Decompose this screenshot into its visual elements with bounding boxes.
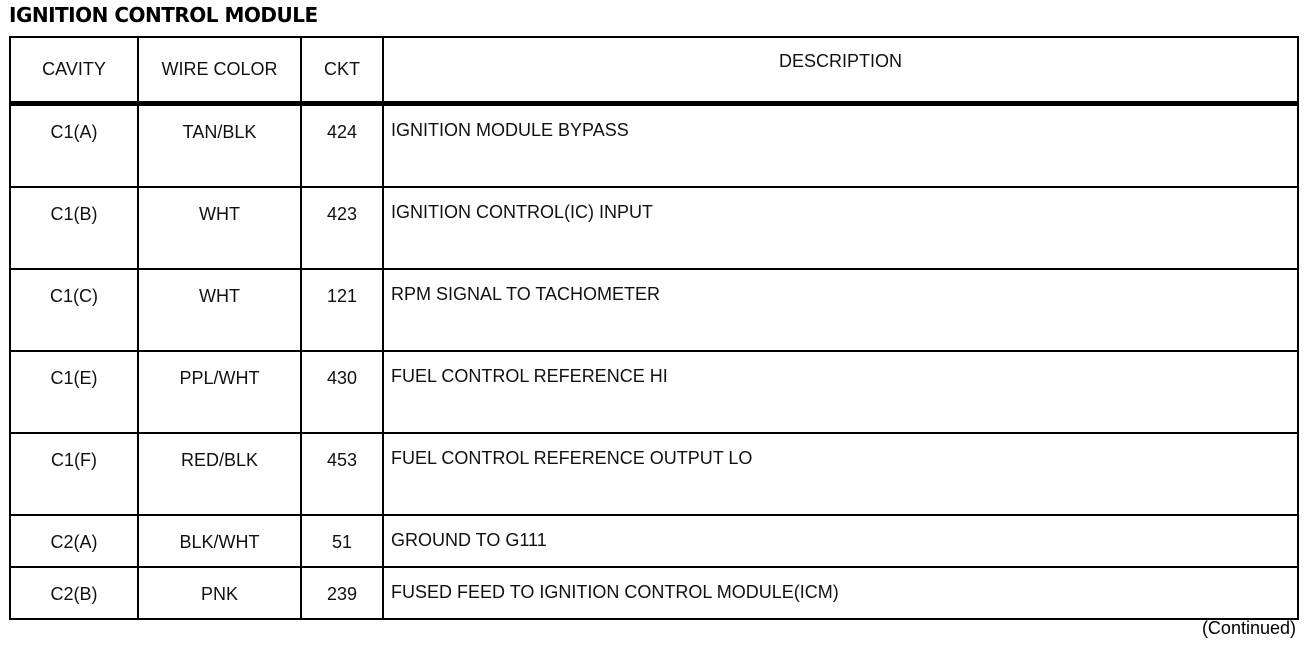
table-row — [10, 567, 1298, 619]
wire-color-cell: WHT — [138, 187, 301, 269]
ckt-cell: 430 — [301, 351, 383, 433]
table-header-row — [10, 37, 1298, 104]
ckt-cell: 424 — [301, 104, 383, 188]
description-cell: FUEL CONTROL REFERENCE HI — [383, 351, 1298, 433]
cavity-cell: C2(B) — [10, 567, 138, 619]
cavity-cell: C1(E) — [10, 351, 138, 433]
description-cell: IGNITION CONTROL(IC) INPUT — [383, 187, 1298, 269]
wire-color-cell: PPL/WHT — [138, 351, 301, 433]
ckt-cell: 121 — [301, 269, 383, 351]
ckt-cell: 51 — [301, 515, 383, 567]
ckt-cell: 453 — [301, 433, 383, 515]
description-cell: FUSED FEED TO IGNITION CONTROL MODULE(ICM) — [383, 567, 1298, 619]
description-cell: IGNITION MODULE BYPASS — [383, 104, 1298, 188]
continued-note: (Continued) — [1201, 618, 1296, 638]
table-row — [10, 515, 1298, 567]
page-title: IGNITION CONTROL MODULE — [9, 3, 318, 27]
connector-pinout-table — [9, 36, 1299, 620]
description-cell: FUEL CONTROL REFERENCE OUTPUT LO — [383, 433, 1298, 515]
column-header-cavity: CAVITY — [10, 37, 138, 104]
cavity-cell: C2(A) — [10, 515, 138, 567]
column-header-wire-color: WIRE COLOR — [138, 37, 301, 104]
table-row — [10, 351, 1298, 433]
wire-color-cell: TAN/BLK — [138, 104, 301, 188]
description-cell: GROUND TO G111 — [383, 515, 1298, 567]
description-cell: RPM SIGNAL TO TACHOMETER — [383, 269, 1298, 351]
wire-color-cell: RED/BLK — [138, 433, 301, 515]
table-row — [10, 187, 1298, 269]
wire-color-cell: WHT — [138, 269, 301, 351]
cavity-cell: C1(F) — [10, 433, 138, 515]
ckt-cell: 239 — [301, 567, 383, 619]
table-row — [10, 433, 1298, 515]
table-row — [10, 104, 1298, 188]
wire-color-cell: PNK — [138, 567, 301, 619]
ckt-cell: 423 — [301, 187, 383, 269]
cavity-cell: C1(A) — [10, 104, 138, 188]
cavity-cell: C1(C) — [10, 269, 138, 351]
wire-color-cell: BLK/WHT — [138, 515, 301, 567]
cavity-cell: C1(B) — [10, 187, 138, 269]
column-header-ckt: CKT — [301, 37, 383, 104]
table-row — [10, 269, 1298, 351]
column-header-description: DESCRIPTION — [383, 37, 1298, 104]
